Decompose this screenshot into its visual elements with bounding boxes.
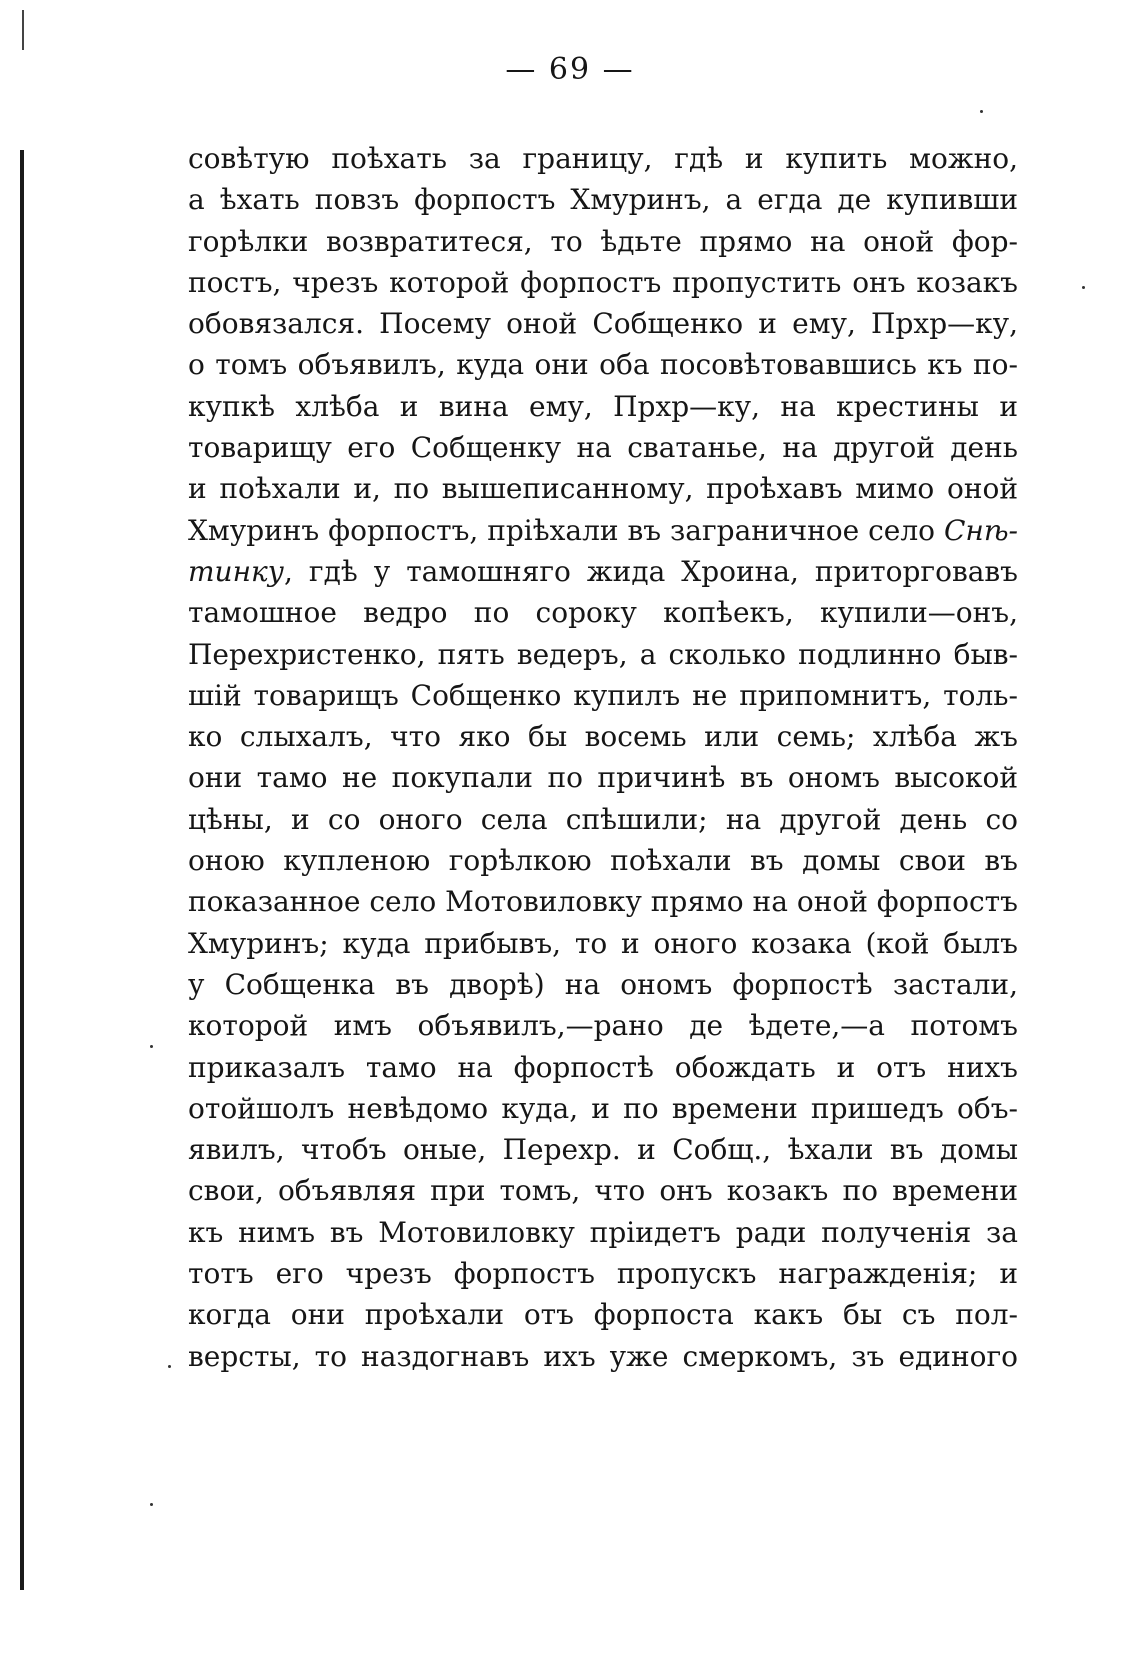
text-line: а ѣхать повзъ форпостъ Хмуринъ, а егда де купивши <box>188 183 1018 217</box>
text-line: къ нимъ въ Мотовиловку пріидетъ ради полученія за <box>188 1215 1018 1249</box>
text-line: обовязался. Посему оной Собщенко и ему, Прхр—ку, <box>188 307 1018 341</box>
text-line: Перехристенко, пять ведеръ, а сколько подлинно быв- <box>188 637 1018 671</box>
print-speck <box>1082 286 1085 289</box>
text-line: Хмуринъ форпостъ, пріѣхали въ заграничное село Снѣ- <box>188 513 1018 547</box>
text-line: тотъ его чрезъ форпостъ пропускъ награжденія; и <box>188 1257 1018 1291</box>
text-line: у Собщенка въ дворѣ) на ономъ форпостѣ застали, <box>188 967 1018 1001</box>
text-line: купкѣ хлѣба и вина ему, Прхр—ку, на крестины и <box>188 389 1018 423</box>
text-line: оною купленою горѣлкою поѣхали въ домы свои въ <box>188 844 1018 878</box>
text-line: явилъ, чтобъ оные, Перехр. и Собщ., ѣхали въ домы <box>188 1133 1018 1167</box>
italic-place-name: Снѣ- <box>943 513 1018 547</box>
body-text <box>188 138 1018 1377</box>
text-line: отойшолъ невѣдомо куда, и по времени пришедъ объ- <box>188 1091 1018 1125</box>
page-number: — 69 — <box>505 52 635 87</box>
text-line: Хмуринъ; куда прибывъ, то и оного козака (кой былъ <box>188 926 1018 960</box>
text-line: о томъ объявилъ, куда они оба посовѣтовавшись къ по- <box>188 348 1018 382</box>
text-line: ко слыхалъ, что яко бы восемь или семь; хлѣба жъ <box>188 720 1018 754</box>
text-line: товарищу его Собщенку на сватанье, на другой день <box>188 431 1018 465</box>
text-line: когда они проѣхали отъ форпоста какъ бы съ пол- <box>188 1298 1018 1332</box>
text-line: они тамо не покупали по причинѣ въ ономъ высокой <box>188 761 1018 795</box>
text-line: показанное село Мотовиловку прямо на оной форпостъ <box>188 885 1018 919</box>
italic-place-name: тинку <box>188 554 284 588</box>
text-line: горѣлки возвратитеся, то ѣдьте прямо на оной фор- <box>188 224 1018 258</box>
page-edge-top <box>22 10 24 50</box>
print-speck <box>168 1365 171 1368</box>
text-line: тамошное ведро по сороку копѣекъ, купили—онъ, <box>188 596 1018 630</box>
print-speck <box>150 1045 153 1048</box>
print-speck <box>150 1503 153 1506</box>
text-line: версты, то наздогнавъ ихъ уже смеркомъ, зъ единого <box>188 1339 1018 1373</box>
text-line: и поѣхали и, по вышеписанному, проѣхавъ мимо оной <box>188 472 1018 506</box>
text-line: совѣтую поѣхать за границу, гдѣ и купить можно, <box>188 142 1018 175</box>
text-line: которой имъ объявилъ,—рано де ѣдете,—а потомъ <box>188 1009 1018 1043</box>
page-binding-edge <box>20 150 24 1590</box>
text-line: цѣны, и со оного села спѣшили; на другой день со <box>188 802 1018 836</box>
text-line: свои, объявляя при томъ, что онъ козакъ по времени <box>188 1174 1018 1208</box>
text-line: приказалъ тамо на форпостѣ обождать и отъ нихъ <box>188 1050 1018 1084</box>
print-speck <box>980 110 983 113</box>
text-line: шій товарищъ Собщенко купилъ не припомнитъ, толь- <box>188 678 1018 712</box>
text-line: тинку, гдѣ у тамошняго жида Хроина, приторговавъ <box>188 554 1018 588</box>
text-line: постъ, чрезъ которой форпостъ пропустить онъ козакъ <box>188 265 1018 299</box>
